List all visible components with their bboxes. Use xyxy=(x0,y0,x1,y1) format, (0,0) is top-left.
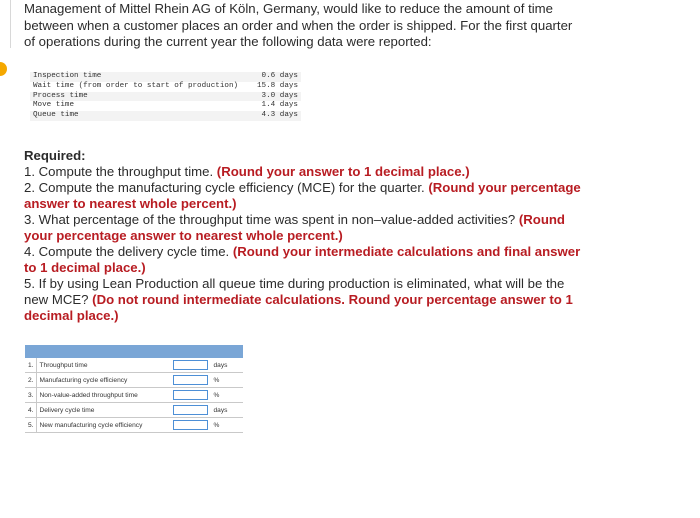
answer-row-unit: days xyxy=(211,403,243,418)
question-3-text: 3. What percentage of the throughput time was spent in non–value-added activities? xyxy=(24,212,519,227)
mce-input[interactable] xyxy=(173,375,208,385)
problem-intro: Management of Mittel Rhein AG of Köln, Germany, would like to reduce the amount of time between when a customer places an order and when the order is shipped. For the first quarter of operations during the current year the following data were reported: xyxy=(24,1,573,50)
question-4-text: 4. Compute the delivery cycle time. xyxy=(24,244,233,259)
answer-row-unit: days xyxy=(211,358,243,373)
question-2-text: 2. Compute the manufacturing cycle efficiency (MCE) for the quarter. xyxy=(24,180,429,195)
delivery-cycle-time-input[interactable] xyxy=(173,405,208,415)
question-5-note: (Do not round intermediate calculations. Round your percentage answer to 1 decimal place.) xyxy=(24,292,573,323)
data-label: Process time xyxy=(30,92,252,102)
data-row xyxy=(30,111,301,121)
question-4-note: (Round your intermediate calculations and final answer to 1 decimal place.) xyxy=(24,244,581,275)
data-label: Wait time (from order to start of production) xyxy=(33,81,239,90)
data-value: 3.0 days xyxy=(252,92,301,102)
answer-row-label: Delivery cycle time xyxy=(36,403,171,418)
answer-row xyxy=(25,373,243,388)
answer-row-number: 3. xyxy=(25,388,36,403)
answer-row-label: New manufacturing cycle efficiency xyxy=(36,418,171,433)
answer-row-label: Non-value-added throughput time xyxy=(36,388,171,403)
answer-row-label: Manufacturing cycle efficiency xyxy=(36,373,171,388)
data-table xyxy=(30,72,301,121)
answer-row-unit: % xyxy=(211,388,243,403)
question-4 xyxy=(24,244,584,276)
answer-row-unit: % xyxy=(211,418,243,433)
data-label: Queue time xyxy=(30,111,252,121)
required-section xyxy=(24,148,584,324)
answer-row-unit: % xyxy=(211,373,243,388)
answer-row-number: 2. xyxy=(25,373,36,388)
question-1-note: (Round your answer to 1 decimal place.) xyxy=(216,164,470,179)
answer-row xyxy=(25,358,243,373)
question-2 xyxy=(24,180,584,212)
answer-row-number: 5. xyxy=(25,418,36,433)
data-value: 1.4 days xyxy=(261,101,298,110)
data-row xyxy=(30,101,301,111)
data-row xyxy=(30,82,301,92)
new-mce-input[interactable] xyxy=(173,420,208,430)
data-label: Move time xyxy=(33,101,75,110)
answer-row-number: 1. xyxy=(25,358,36,373)
question-marker xyxy=(0,62,7,76)
data-value: 15.8 days xyxy=(256,81,298,90)
question-2-note: (Round your percentage answer to nearest whole percent.) xyxy=(24,180,581,211)
answer-row xyxy=(25,388,243,403)
answer-table xyxy=(25,345,243,433)
data-label: Inspection time xyxy=(30,72,252,82)
left-rule xyxy=(10,0,11,48)
question-1 xyxy=(24,164,584,180)
data-row xyxy=(30,72,301,82)
question-3 xyxy=(24,212,584,244)
answer-table-header xyxy=(25,345,243,358)
question-5 xyxy=(24,276,584,324)
answer-row-label: Throughput time xyxy=(36,358,171,373)
question-5-text: 5. If by using Lean Production all queue time during production is eliminated, what will be the new MCE? xyxy=(24,276,565,307)
question-1-text: 1. Compute the throughput time. xyxy=(24,164,217,179)
data-value: 4.3 days xyxy=(252,111,301,121)
question-3-note: (Round your percentage answer to nearest whole percent.) xyxy=(24,212,565,243)
answer-row xyxy=(25,403,243,418)
non-value-added-input[interactable] xyxy=(173,390,208,400)
answer-row xyxy=(25,418,243,433)
throughput-time-input[interactable] xyxy=(173,360,208,370)
answer-row-number: 4. xyxy=(25,403,36,418)
data-value: 0.6 days xyxy=(252,72,301,82)
data-row xyxy=(30,92,301,102)
required-heading: Required: xyxy=(24,148,86,163)
